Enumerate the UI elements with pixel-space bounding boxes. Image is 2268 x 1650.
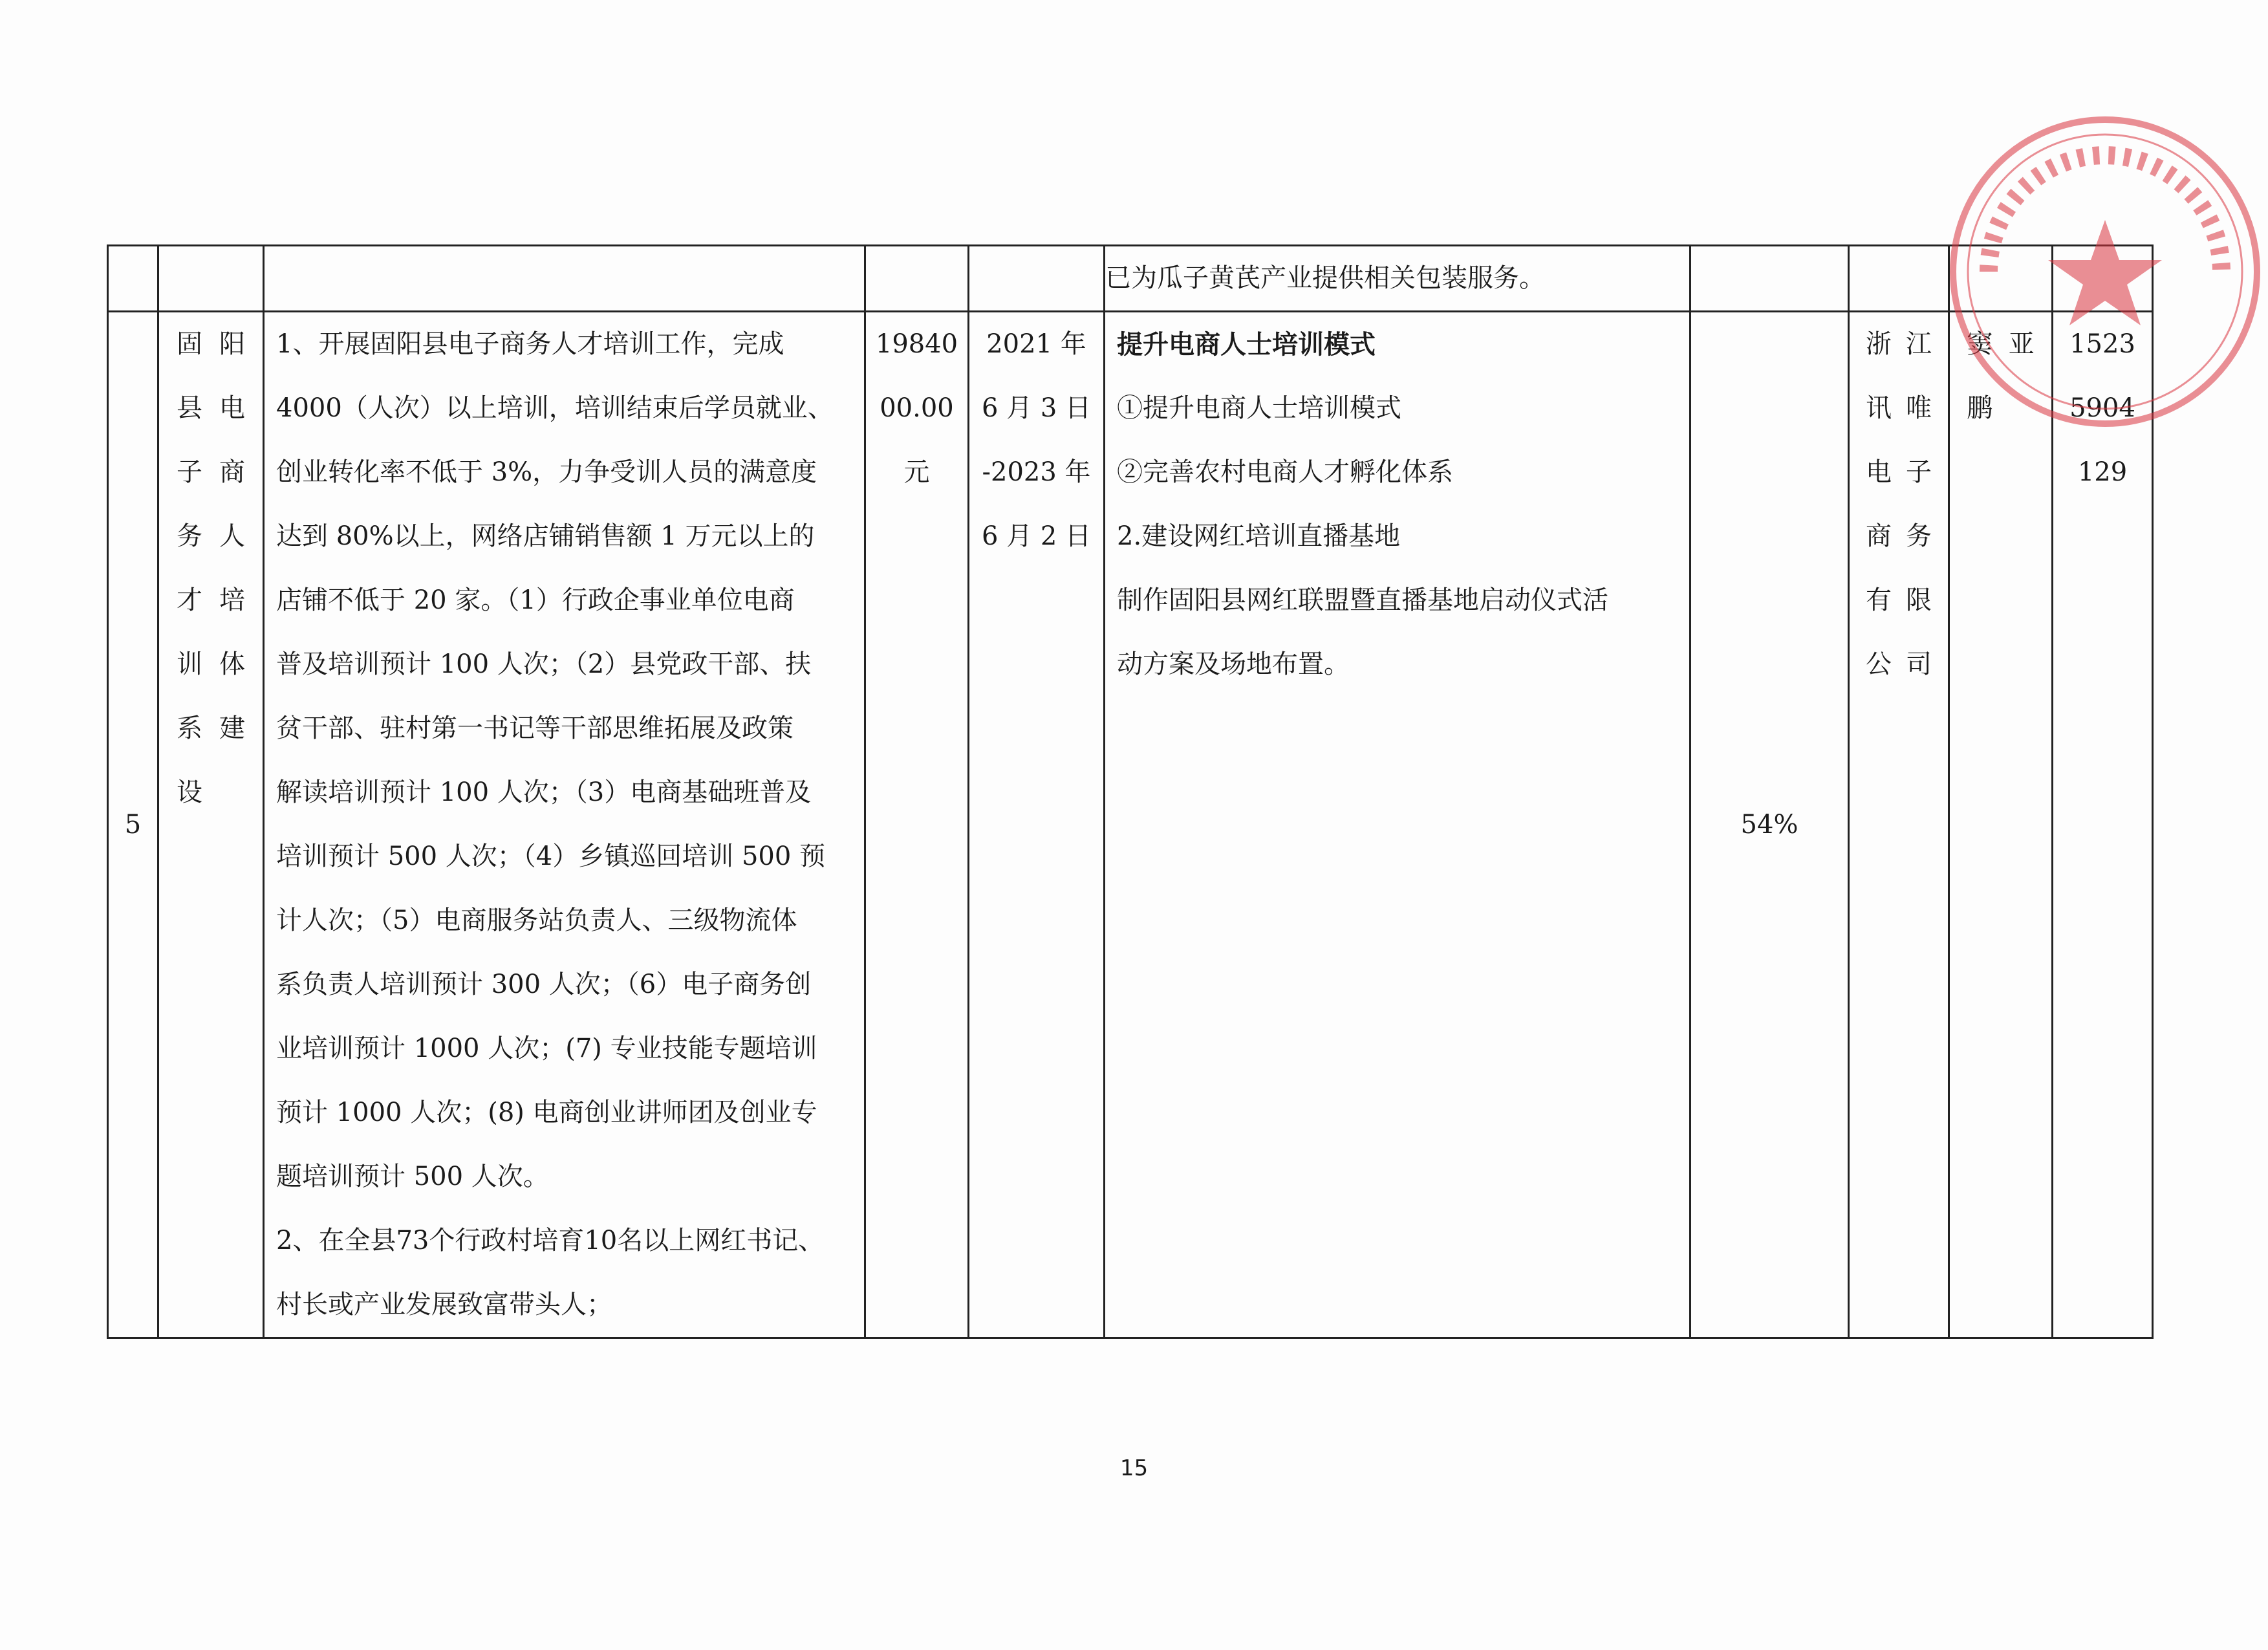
project-name-char: 阳 [219,329,245,359]
period-line: 6 月 2 日 [981,521,1092,551]
contact-person-char: 亚 [2008,329,2035,359]
progress-line: 制作固阳县网红联盟暨直播基地启动仪式活 [1117,585,1608,615]
content-line: 村长或产业发展致富带头人； [276,1290,612,1319]
company-name-char: 商 [1866,521,1892,551]
content-line: 1、开展固阳县电子商务人才培训工作，完成 [276,329,784,359]
company-name-char: 电 [1866,457,1892,487]
cell-empty [158,246,264,312]
project-name-char: 建 [219,713,245,743]
contact-person-char: 鹏 [1967,393,1993,423]
content-line: 创业转化率不低于 3%，力争受训人员的满意度 [276,457,817,487]
cell-empty [865,246,969,312]
company-name-char: 务 [1906,521,1932,551]
progress-line: 2.建设网红培训直播基地 [1117,521,1401,551]
project-table [107,244,2154,1339]
row-index: 5 [124,809,142,840]
project-name-char: 才 [177,585,202,615]
progress-heading: 提升电商人士培训模式 [1117,329,1376,360]
project-name-char: 县 [177,393,202,423]
company-name-char: 有 [1866,585,1892,615]
content-line: 题培训预计 500 人次。 [276,1162,549,1191]
company-name-char: 浙 [1866,329,1892,359]
project-name-char: 固 [177,329,202,359]
content-line: 4000（人次）以上培训，培训结束后学员就业、 [276,393,834,423]
amount-line: 19840 [875,329,958,359]
company-name-char: 江 [1906,329,1932,359]
phone-line: 1523 [2069,329,2135,359]
company-cell [1849,312,1949,1338]
company-name-char: 司 [1906,649,1932,679]
contact-person [1950,312,2051,440]
table-row-5 [108,312,2153,1338]
content-line: 系负责人培训预计 300 人次；（6）电子商务创 [276,970,812,999]
project-name-char: 设 [177,777,202,807]
project-name-char: 体 [219,649,245,679]
table-row-continuation [108,246,2153,312]
amount-line: 00.00 [880,393,954,423]
company-name-char: 子 [1906,457,1932,487]
amount-cell [865,312,969,1338]
period-line: 6 月 3 日 [981,393,1092,423]
phone-line: 5904 [2069,393,2135,423]
amount-line: 元 [903,457,930,487]
completion-cell [1690,312,1849,1338]
period-line: 2021 年 [986,329,1086,359]
company-name-char: 讯 [1866,393,1892,423]
row-index-cell [108,312,158,1338]
cell-empty [1949,246,2053,312]
progress-cell [1105,312,1690,1338]
contact-person-char: 窦 [1967,329,1993,359]
company-name-char: 公 [1866,649,1892,679]
project-name-char: 电 [219,393,245,423]
project-name-char: 人 [219,521,245,551]
progress-line: ②完善农村电商人才孵化体系 [1117,457,1453,487]
content-line: 2、在全县73个行政村培育10名以上网红书记、 [276,1226,825,1255]
cell-empty [2053,246,2153,312]
content-line: 店铺不低于 20 家。（1）行政企事业单位电商 [276,585,795,615]
period-cell [969,312,1105,1338]
progress-text [1117,376,1678,697]
project-name-char: 务 [177,521,202,551]
project-name-char: 商 [219,457,245,487]
completion-rate: 54% [1740,809,1798,840]
phone-line: 129 [2077,457,2128,487]
content-line: 达到 80%以上，网络店铺销售额 1 万元以上的 [276,521,815,551]
project-name-char: 子 [177,457,202,487]
content-line: 预计 1000 人次；(8) 电商创业讲师团及创业专 [276,1098,817,1127]
company-name-char: 限 [1906,585,1932,615]
content-line: 解读培训预计 100 人次；（3）电商基础班普及 [276,777,812,807]
progress-note: 已为瓜子黄芪产业提供相关包装服务。 [1105,263,1545,293]
company-name [1850,312,1948,697]
page-number: 15 [1119,1455,1149,1481]
content-text [265,312,864,1337]
project-name-char: 系 [177,713,202,743]
cell-empty [969,246,1105,312]
period-text [969,312,1103,569]
phone-number [2053,312,2152,505]
progress-line: ①提升电商人士培训模式 [1117,393,1401,423]
amount-text [866,312,967,505]
content-line: 计人次；（5）电商服务站负责人、三级物流体 [276,906,797,935]
project-name [159,312,263,825]
progress-note-cell [1105,246,1690,312]
cell-empty [1690,246,1849,312]
project-name-char: 训 [177,649,202,679]
period-line: -2023 年 [982,457,1091,487]
content-line: 贫干部、驻村第一书记等干部思维拓展及政策 [276,713,794,743]
progress-line: 动方案及场地布置。 [1117,649,1350,679]
cell-empty [108,246,158,312]
project-name-char: 培 [219,585,245,615]
phone-cell [2053,312,2153,1338]
content-line: 普及培训预计 100 人次；（2）县党政干部、扶 [276,649,812,679]
cell-empty [264,246,865,312]
content-line: 培训预计 500 人次；（4）乡镇巡回培训 500 预 [276,841,826,871]
company-name-char: 唯 [1906,393,1932,423]
contact-cell [1949,312,2053,1338]
project-name-cell [158,312,264,1338]
content-line: 业培训预计 1000 人次；(7) 专业技能专题培训 [276,1034,817,1063]
content-cell [264,312,865,1338]
cell-empty [1849,246,1949,312]
